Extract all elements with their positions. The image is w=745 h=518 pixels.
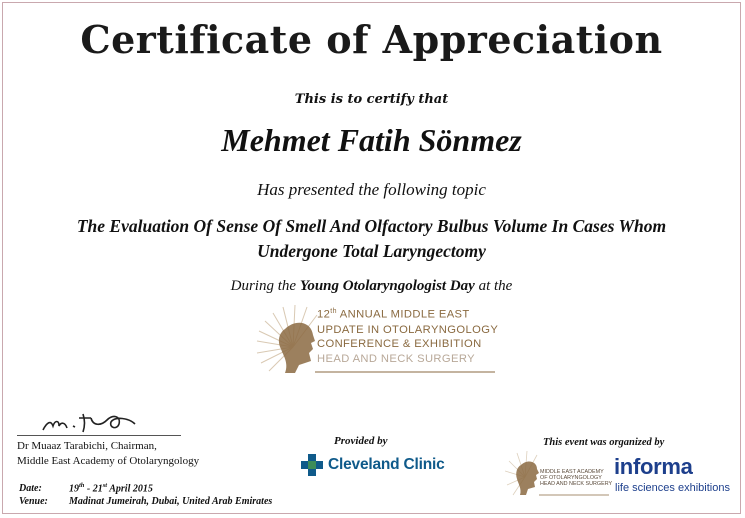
conference-line-2: UPDATE IN OTOLARYNGOLOGY xyxy=(317,323,499,336)
cleveland-clinic-name: Cleveland Clinic xyxy=(328,456,445,473)
presented-line: Has presented the following topic xyxy=(257,180,486,199)
cleveland-clinic-cross-icon xyxy=(301,454,323,476)
certify-line: This is to certify that xyxy=(294,92,449,107)
topic-title xyxy=(23,214,720,264)
certificate-title: Certificate of Appreciation xyxy=(80,17,663,62)
conference-logo-text xyxy=(317,305,498,367)
topic-line-2: Undergone Total Laryngectomy xyxy=(257,241,486,261)
signatory-block xyxy=(17,439,199,469)
topic-line-1: The Evaluation Of Sense Of Smell And Olfactory Bulbus Volume In Cases Whom xyxy=(76,216,667,236)
cleveland-clinic-logo xyxy=(301,453,445,477)
organized-by-label: This event was organized by xyxy=(543,437,665,448)
conference-line-1: 12th ANNUAL MIDDLE EAST xyxy=(317,308,470,321)
signature-icon xyxy=(39,404,139,436)
informa-logo: informa xyxy=(614,454,693,479)
conference-line-3: CONFERENCE & EXHIBITION xyxy=(317,338,482,351)
informa-tagline: life sciences exhibitions xyxy=(615,482,730,494)
certificate xyxy=(2,2,741,514)
signatory-org: Middle East Academy of Otolaryngology xyxy=(17,455,200,467)
provided-by-label: Provided by xyxy=(334,435,388,447)
date-row: Date: 19th - 21st April 2015 xyxy=(19,482,153,495)
during-line xyxy=(3,278,740,295)
event-details xyxy=(19,479,272,508)
signatory-name: Dr Muaaz Tarabichi, Chairman, xyxy=(17,440,157,452)
conference-line-4: HEAD AND NECK SURGERY xyxy=(317,353,476,366)
during-prefix: During the xyxy=(230,278,297,294)
signature-line xyxy=(17,435,181,436)
during-suffix: at the xyxy=(478,278,513,294)
academy-logo-text: MIDDLE EAST ACADEMY OF OTOLARYNGOLOGY HEAD AND NECK SURGERY xyxy=(540,469,613,487)
event-name: Young Otolaryngologist Day xyxy=(299,278,475,294)
recipient-name: Mehmet Fatih Sönmez xyxy=(221,122,522,158)
venue-row: Venue: Madinat Jumeirah, Dubai, United Arab Emirates xyxy=(19,496,273,508)
